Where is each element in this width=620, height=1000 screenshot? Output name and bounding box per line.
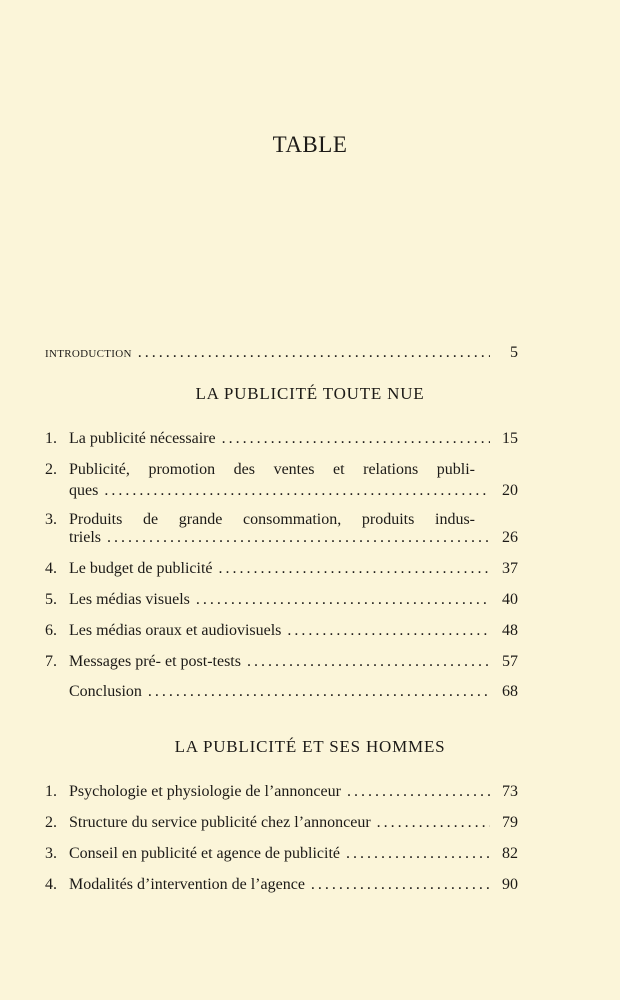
toc-entry-label: La publicité nécessaire (69, 430, 216, 447)
toc-entry[interactable] (45, 652, 518, 672)
toc-entry[interactable] (45, 782, 518, 802)
page-title: TABLE (272, 132, 348, 157)
dot-leader (287, 621, 490, 641)
toc-entry-label: Psychologie et physiologie de l’annonceur (69, 783, 341, 800)
toc-entry-label: Messages pré- et post-tests (69, 653, 241, 670)
toc-entry[interactable] (69, 528, 518, 548)
toc-entry-number: 4. (45, 560, 57, 577)
toc-page-number: 79 (502, 814, 518, 831)
toc-entry-label: INTRODUCTION (45, 348, 132, 360)
dot-leader (222, 429, 490, 449)
toc-entry-number: 2. (45, 814, 57, 831)
toc-entry-number: 6. (45, 622, 57, 639)
toc-entry[interactable] (45, 875, 518, 895)
toc-entry-label: triels (69, 529, 101, 546)
dot-leader (196, 590, 490, 610)
toc-page-number: 82 (502, 845, 518, 862)
toc-entry-first-line: Produits de grande consommation, produits indus- (69, 511, 475, 528)
toc-entry[interactable] (45, 559, 518, 579)
toc-entry-number: 5. (45, 591, 57, 608)
toc-entry[interactable] (45, 429, 518, 449)
toc-page-number: 90 (502, 876, 518, 893)
dot-leader (377, 813, 490, 833)
toc-entry[interactable] (45, 621, 518, 641)
toc-entry[interactable] (45, 844, 518, 864)
dot-leader (247, 652, 490, 672)
dot-leader (104, 481, 490, 501)
dot-leader (219, 559, 490, 579)
toc-entry-number: 1. (45, 783, 57, 800)
toc-page-number: 68 (502, 683, 518, 700)
toc-entry-label: ques (69, 482, 99, 499)
toc-entry[interactable] (45, 590, 518, 610)
toc-page-number: 20 (502, 482, 518, 499)
toc-page-number: 5 (510, 344, 518, 361)
toc-entry-label: Les médias visuels (69, 591, 190, 608)
dot-leader (148, 682, 490, 702)
toc-entry-label: Le budget de publicité (69, 560, 213, 577)
toc-page-number: 40 (502, 591, 518, 608)
toc-entry-number: 1. (45, 430, 57, 447)
toc-entry-number: 7. (45, 653, 57, 670)
toc-entry-label: Structure du service publicité chez l’annonceur (69, 814, 371, 831)
dot-leader (311, 875, 490, 895)
dot-leader (107, 528, 490, 548)
dot-leader (347, 782, 490, 802)
toc-entry[interactable] (45, 682, 518, 702)
toc-entry-introduction[interactable] (45, 343, 518, 364)
toc-entry-label: Les médias oraux et audiovisuels (69, 622, 282, 639)
toc-page-number: 57 (502, 653, 518, 670)
toc-entry-first-line: Publicité, promotion des ventes et relations publi- (69, 461, 475, 478)
dot-leader (138, 343, 490, 363)
toc-entry-label: Conclusion (69, 683, 142, 700)
toc-entry-number: 3. (45, 511, 57, 528)
toc-page-number: 37 (502, 560, 518, 577)
toc-page-number: 15 (502, 430, 518, 447)
toc-page-number: 48 (502, 622, 518, 639)
toc-entry-number: 3. (45, 845, 57, 862)
toc-page-number: 26 (502, 529, 518, 546)
toc-page-number: 73 (502, 783, 518, 800)
toc-entry-number: 2. (45, 461, 57, 478)
section-title-part2: LA PUBLICITÉ ET SES HOMMES (174, 737, 446, 756)
toc-entry-label: Modalités d’intervention de l’agence (69, 876, 305, 893)
toc-entry[interactable] (45, 813, 518, 833)
dot-leader (346, 844, 490, 864)
toc-entry-number: 4. (45, 876, 57, 893)
toc-entry-label: Conseil en publicité et agence de publicité (69, 845, 341, 862)
toc-entry[interactable] (69, 481, 518, 501)
section-title-part1: LA PUBLICITÉ TOUTE NUE (195, 384, 425, 403)
